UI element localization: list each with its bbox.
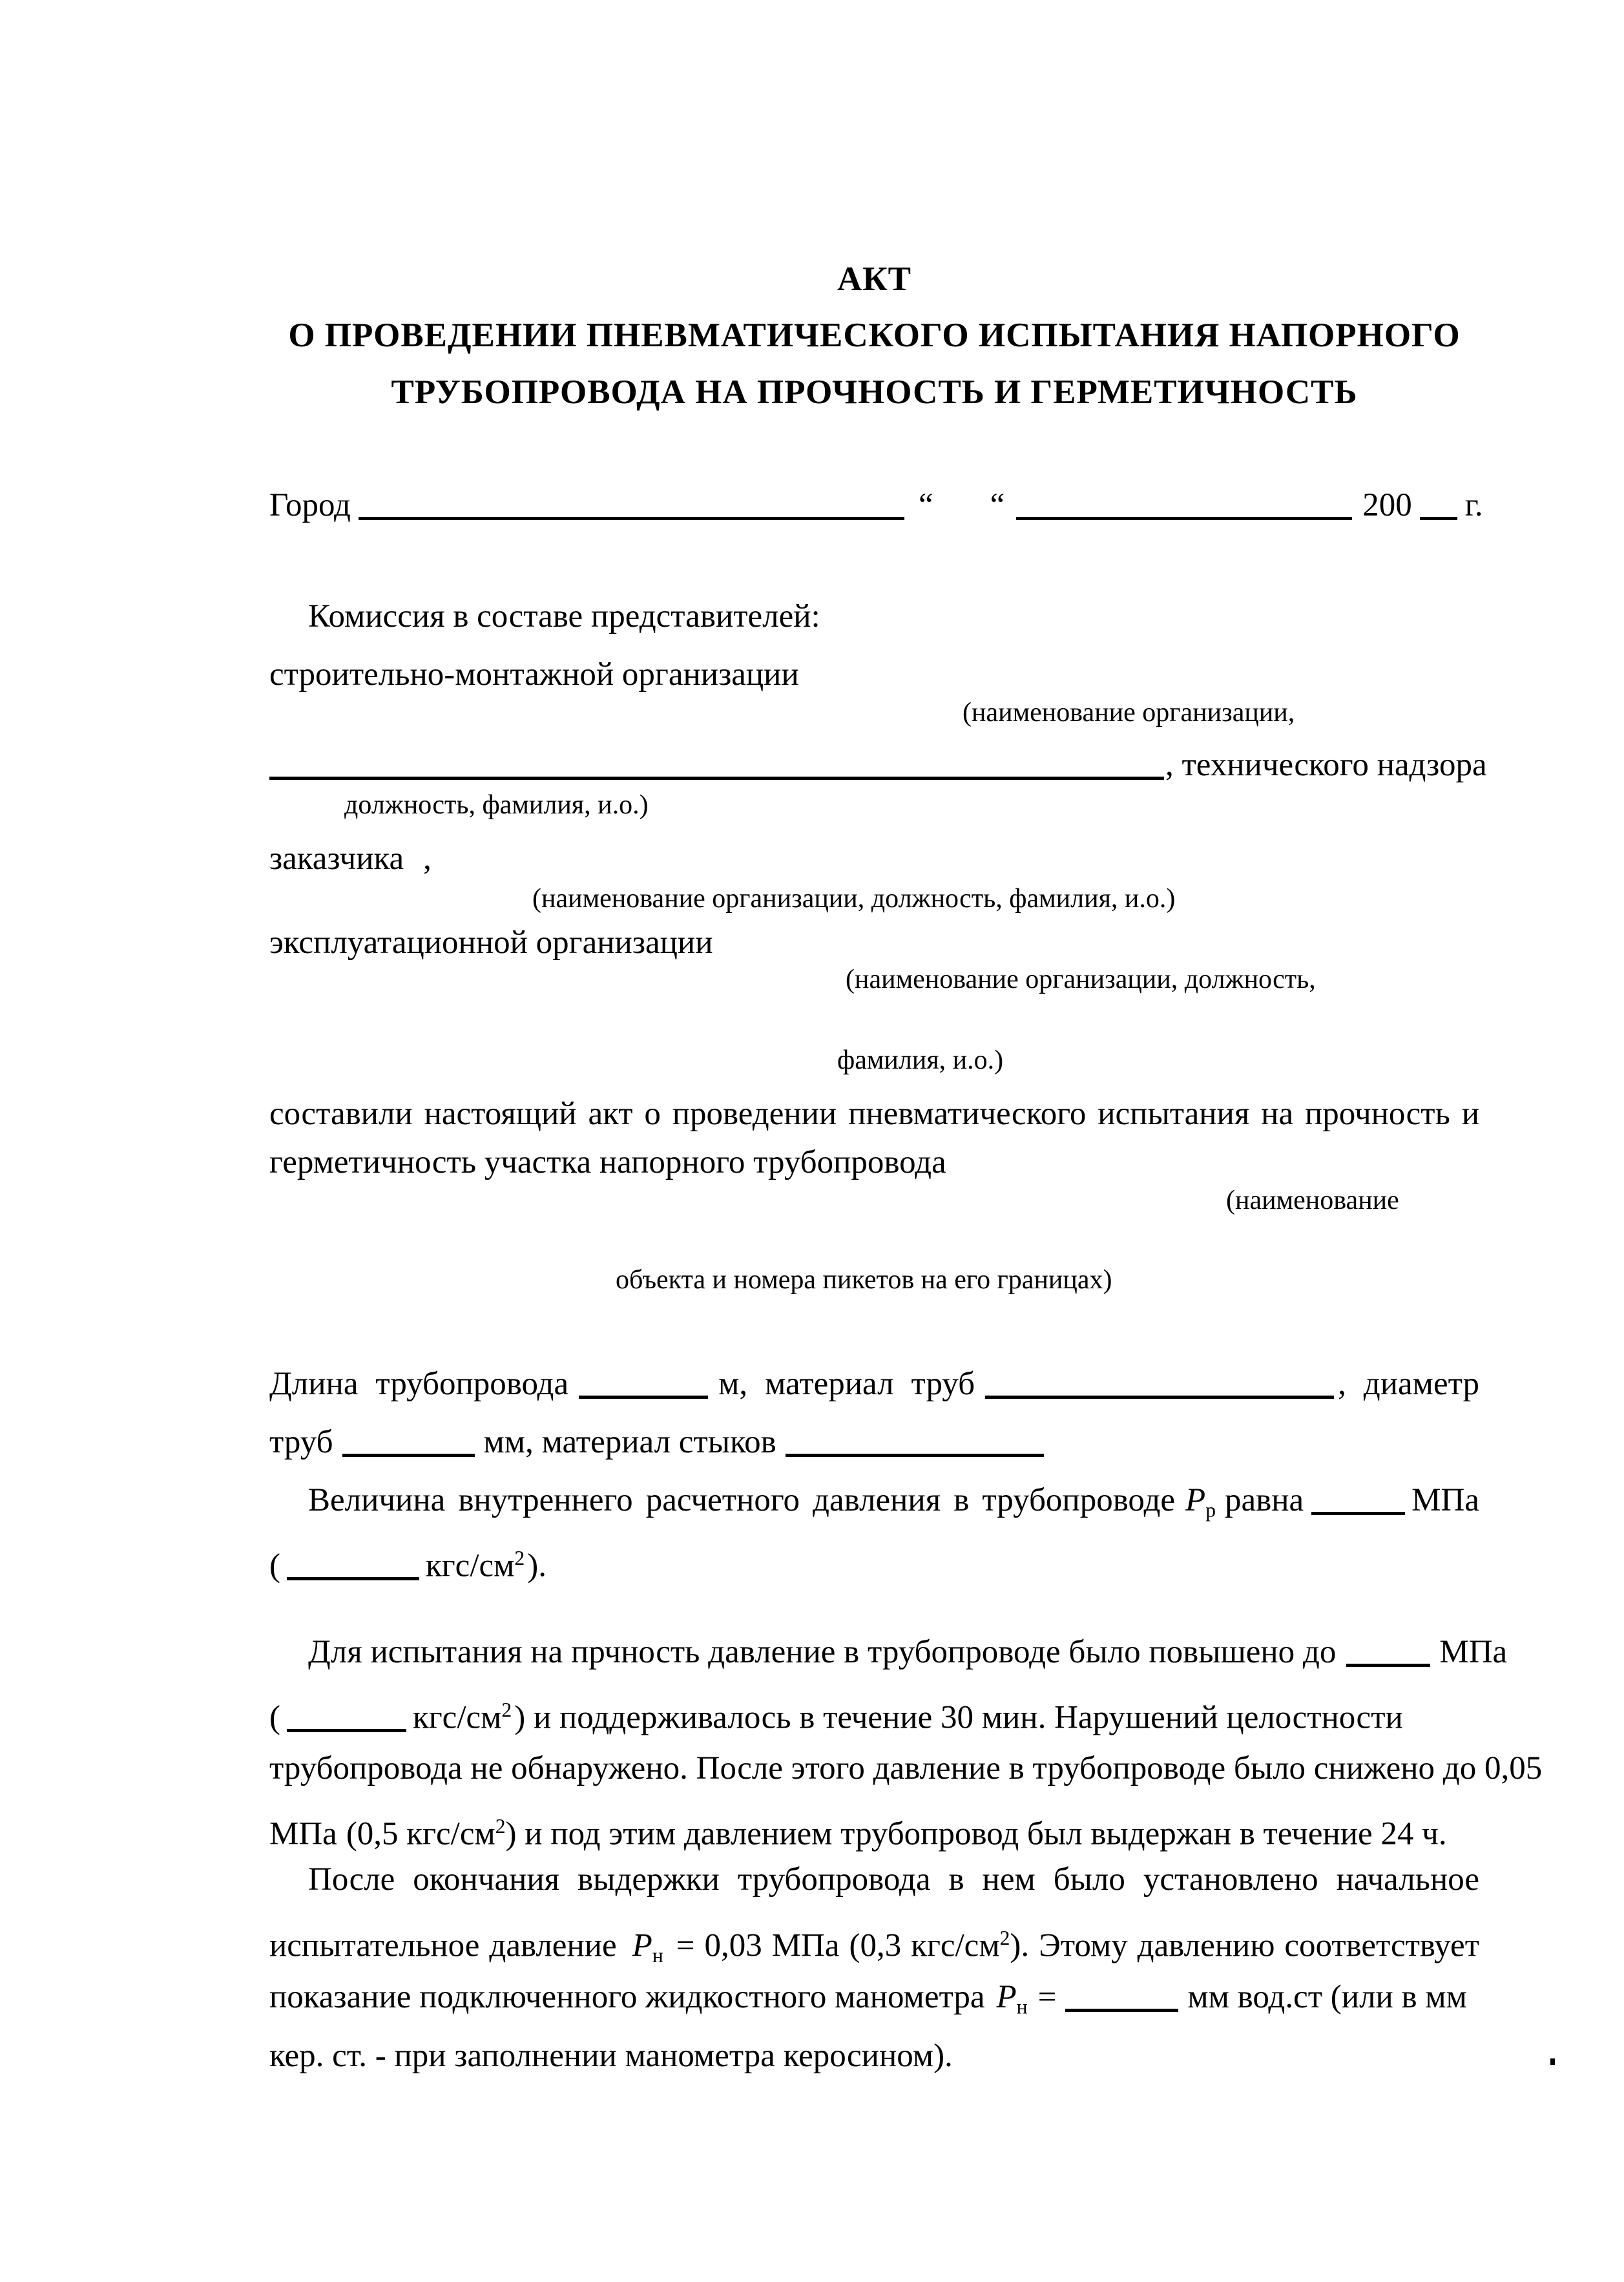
text-run: кгс/см: [412, 1699, 502, 1736]
text-run: (: [269, 1699, 280, 1736]
superscript: 2: [999, 1927, 1010, 1949]
superscript: 2: [501, 1699, 512, 1721]
customer-line: [269, 838, 1479, 879]
subscript: н: [652, 1943, 663, 1967]
text-run: 200: [1362, 487, 1412, 523]
text-run: О ПРОВЕДЕНИИ ПНЕВМАТИЧЕСКОГО ИСПЫТАНИЯ НАПОРНОГО: [288, 317, 1461, 354]
text-run: объекта и номера пикетов на его границах): [616, 1265, 1112, 1295]
pressure-reduced-line: [269, 1806, 1479, 1854]
title-line-2: [269, 315, 1479, 356]
operating-org-caption: [846, 963, 1316, 996]
after-holding-line: [269, 1859, 1479, 1900]
gap: [1352, 515, 1362, 516]
text-run: ) и поддерживалось в течение 30 мин. Нарушений целостности: [514, 1699, 1403, 1736]
text-run: , диаметр: [1338, 1366, 1479, 1402]
kerosene-line: [269, 2035, 1479, 2077]
surname-caption: [837, 1043, 1003, 1077]
blank-field: [1420, 510, 1457, 520]
text-run: кер. ст. - при заполнении манометра керосином).: [269, 2038, 953, 2074]
title-line-3: [269, 372, 1479, 413]
technical-supervision-line: [269, 744, 1487, 786]
org-name-caption: [963, 696, 1295, 729]
gap: [1412, 515, 1420, 516]
gap: [404, 868, 417, 869]
text-run: трубопровода не обнаружено. После этого давление в трубопроводе было снижено до 0,05: [269, 1750, 1543, 1786]
text-run: (наименование организации, должность,: [846, 965, 1316, 994]
gap: [933, 515, 990, 516]
text-run: (наименование организации, должность, фамилия, и.о.): [532, 884, 1176, 914]
object-blank-line: [269, 1215, 1479, 1220]
text-run: ) и под этим давлением трубопровод был выдержан в течение 24 ч.: [505, 1816, 1447, 1852]
customer-org-caption: [532, 882, 1175, 916]
ink-speck: [1550, 2058, 1555, 2065]
text-run: кгс/см: [425, 1547, 515, 1584]
text-run: г.: [1464, 487, 1483, 523]
text-run: должность, фамилия, и.о.): [344, 790, 649, 820]
act-statement-line: [269, 1093, 1479, 1135]
blank-field: [1016, 510, 1352, 520]
text-run: Длина трубопровода: [269, 1366, 569, 1402]
text-run: м, материал труб: [718, 1366, 975, 1402]
text-run: , технического надзора: [1165, 747, 1487, 783]
text-run: “: [990, 487, 1005, 523]
text-run: эксплуатационной организации: [269, 925, 713, 961]
continuation-blank-line: [269, 1003, 1479, 1009]
gap: [417, 868, 423, 869]
text-run: герметичность участка напорного трубопровода: [269, 1144, 946, 1180]
commission-intro-line: [269, 596, 1479, 637]
text-run: (0,5 кгс/см: [346, 1816, 495, 1852]
title-line-1: [269, 258, 1479, 300]
blank-field: [579, 1389, 708, 1399]
city-date-line: [269, 485, 1483, 526]
pressure-symbol: Р: [1185, 1482, 1206, 1518]
construction-org-line: [269, 654, 1479, 695]
pipe-diameter-line: [269, 1421, 1479, 1463]
text-run: (: [269, 1547, 280, 1584]
blank-field: [342, 1447, 475, 1457]
superscript: 2: [514, 1547, 525, 1569]
text-run: Город: [269, 487, 351, 523]
text-run: (наименование: [1226, 1186, 1399, 1215]
gap: [337, 1843, 346, 1844]
gap: [1175, 1510, 1185, 1511]
gap: [799, 684, 812, 685]
gap: [351, 515, 359, 516]
text-run: “: [918, 487, 933, 523]
gap: [663, 1955, 676, 1956]
text-run: Величина внутреннего расчетного давления в трубопроводе: [308, 1482, 1176, 1518]
no-damage-line: [269, 1748, 1543, 1789]
document-content: [269, 0, 1543, 2282]
superscript: 2: [495, 1815, 506, 1837]
gap: [904, 515, 919, 516]
text-run: ).: [527, 1547, 547, 1584]
pipeline-section-line: [269, 1142, 1479, 1183]
text-run: мм, материал стыков: [483, 1424, 776, 1460]
text-run: ). Этому давлению соответствует: [1010, 1927, 1479, 1964]
gap: [946, 1172, 958, 1173]
blank-field: [786, 1447, 1044, 1457]
blank-field: [287, 1722, 406, 1732]
text-run: показание подключенного жидкостного манометра: [269, 1979, 985, 2015]
subscript: р: [1205, 1498, 1216, 1522]
name-caption: [1226, 1184, 1399, 1217]
text-run: = 0,03 МПа (0,3 кгс/см: [676, 1927, 1000, 1964]
pipeline-length-line: [269, 1363, 1479, 1405]
initial-pressure-line: [269, 1918, 1479, 1976]
gap: [713, 952, 725, 953]
gap: [1005, 515, 1016, 516]
text-run: составили настоящий акт о проведении пневматического испытания на прочность и: [269, 1096, 1479, 1132]
text-run: Для испытания на прчность давление в трубопроводе было повышено до: [308, 1634, 1337, 1670]
subscript: н: [1016, 1995, 1028, 2018]
gap: [617, 1955, 632, 1956]
text-run: (наименование организации,: [963, 698, 1295, 728]
text-run: =: [1037, 1979, 1057, 2015]
text-run: фамилия, и.о.): [837, 1045, 1004, 1075]
gap: [1405, 1510, 1411, 1511]
blank-field: [269, 770, 1164, 780]
gap: [280, 1575, 287, 1576]
text-run: испытательное давление: [269, 1927, 617, 1964]
text-run: Комиссия в составе представителей:: [308, 598, 820, 634]
strength-test-kgs-line: [269, 1690, 1479, 1738]
operating-org-line: [269, 922, 1479, 963]
blank-field: [1346, 1657, 1430, 1667]
gap: [1304, 1510, 1311, 1511]
gap: [1457, 515, 1465, 516]
pressure-symbol: Р: [632, 1927, 652, 1964]
position-surname-caption: [344, 788, 649, 822]
text-run: МПа: [269, 1816, 337, 1852]
text-run: труб: [269, 1424, 333, 1460]
gap: [406, 1727, 413, 1728]
blank-field: [287, 1571, 419, 1580]
text-run: ,: [423, 841, 432, 877]
blank-field: [985, 1389, 1334, 1399]
text-run: МПа: [1411, 1482, 1479, 1518]
text-run: ТРУБОПРОВОДА НА ПРОЧНОСТЬ И ГЕРМЕТИЧНОСТЬ: [391, 373, 1358, 411]
blank-field: [359, 510, 904, 520]
text-run: После окончания выдержки трубопровода в нем было установлено начальное: [308, 1861, 1479, 1898]
strength-test-line: [269, 1631, 1508, 1673]
manometer-reading-line: [269, 1976, 1479, 2027]
text-run: мм вод.ст (или в мм: [1187, 1979, 1467, 2015]
gap: [419, 1575, 426, 1576]
blank-field: [1065, 2002, 1178, 2012]
gap: [280, 1727, 287, 1728]
text-run: равна: [1225, 1482, 1304, 1518]
text-run: заказчика: [269, 841, 404, 877]
design-pressure-line: [269, 1480, 1479, 1531]
text-run: МПа: [1439, 1634, 1508, 1670]
text-run: АКТ: [837, 260, 912, 298]
gap: [1216, 1510, 1225, 1511]
blank-field: [1311, 1505, 1405, 1515]
object-pickets-caption: [616, 1263, 1112, 1297]
text-run: строительно-монтажной организации: [269, 656, 799, 693]
design-pressure-kgs-line: [269, 1538, 1479, 1586]
pressure-symbol: Р: [996, 1979, 1017, 2015]
